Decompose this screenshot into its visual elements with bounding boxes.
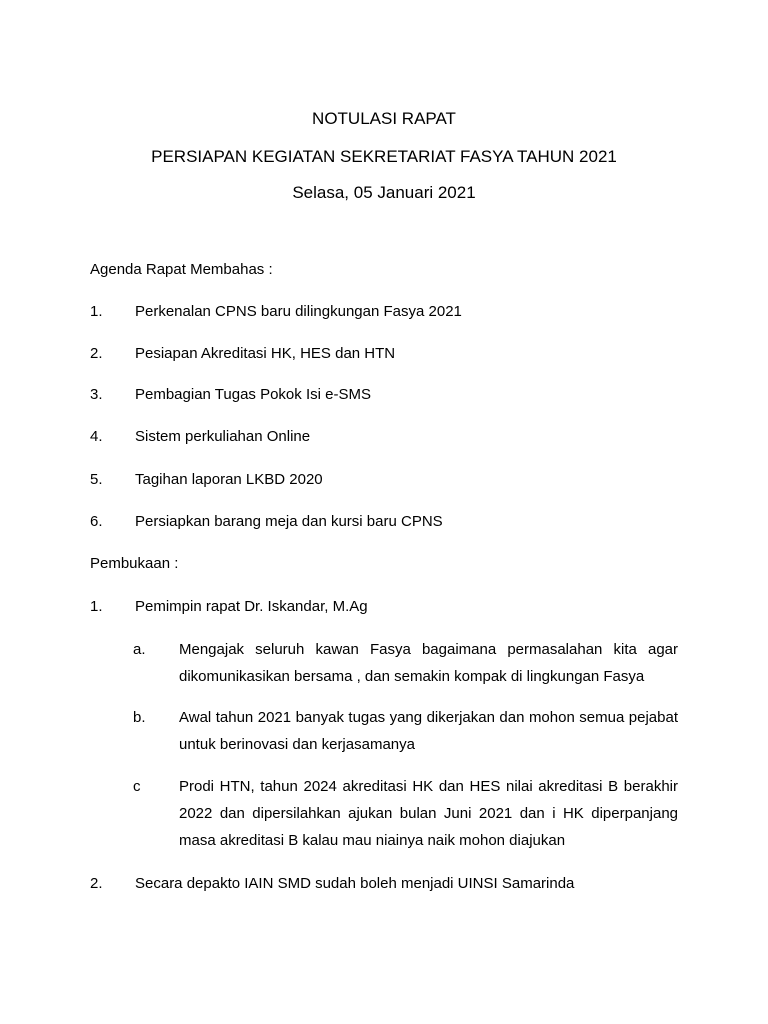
subitem-text: Mengajak seluruh kawan Fasya bagaimana permasalahan kita agar dikomunikasikan bersama , dan semakin kompak di lingkungan Fasya — [179, 641, 678, 685]
agenda-item-number: 4. — [90, 428, 103, 445]
subitem-letter: b. — [133, 709, 146, 726]
subitem-text: Awal tahun 2021 banyak tugas yang dikerjakan dan mohon semua pejabat untuk berinovasi dan kerjasamanya — [179, 709, 678, 753]
opening-item-number: 1. — [90, 598, 103, 615]
agenda-item-text: Sistem perkuliahan Online — [135, 428, 311, 445]
agenda-item-number: 2. — [90, 345, 103, 362]
opening-heading: Pembukaan : — [90, 555, 179, 572]
agenda-item-text: Tagihan laporan LKBD 2020 — [135, 471, 323, 488]
document-subtitle: PERSIAPAN KEGIATAN SEKRETARIAT FASYA TAHUN 2021 — [151, 147, 617, 166]
subitem-letter: c — [133, 778, 141, 795]
document-title: NOTULASI RAPAT — [312, 109, 456, 128]
opening-item-text: Pemimpin rapat Dr. Iskandar, M.Ag — [135, 598, 368, 615]
opening-item-number: 2. — [90, 875, 103, 892]
subitem-letter: a. — [133, 641, 146, 658]
agenda-item-text: Pesiapan Akreditasi HK, HES dan HTN — [135, 345, 396, 362]
agenda-item-text: Pembagian Tugas Pokok Isi e-SMS — [135, 386, 371, 403]
agenda-item-number: 6. — [90, 513, 103, 530]
subitem-text: Prodi HTN, tahun 2024 akreditasi HK dan HES nilai akreditasi B berakhir 2022 dan dipersilahkan ajukan bulan Juni 2021 dan i HK diperpanjang masa akreditasi B kalau mau niainya naik mohon diajukan — [179, 778, 678, 849]
agenda-item-number: 5. — [90, 471, 103, 488]
agenda-item-number: 1. — [90, 303, 103, 320]
agenda-item-number: 3. — [90, 386, 103, 403]
agenda-item-text: Persiapkan barang meja dan kursi baru CPNS — [135, 513, 443, 530]
opening-item-text: Secara depakto IAIN SMD sudah boleh menjadi UINSI Samarinda — [135, 875, 575, 892]
agenda-item-text: Perkenalan CPNS baru dilingkungan Fasya 2021 — [135, 303, 462, 320]
agenda-heading: Agenda Rapat Membahas : — [90, 261, 273, 278]
document-date: Selasa, 05 Januari 2021 — [292, 183, 476, 202]
